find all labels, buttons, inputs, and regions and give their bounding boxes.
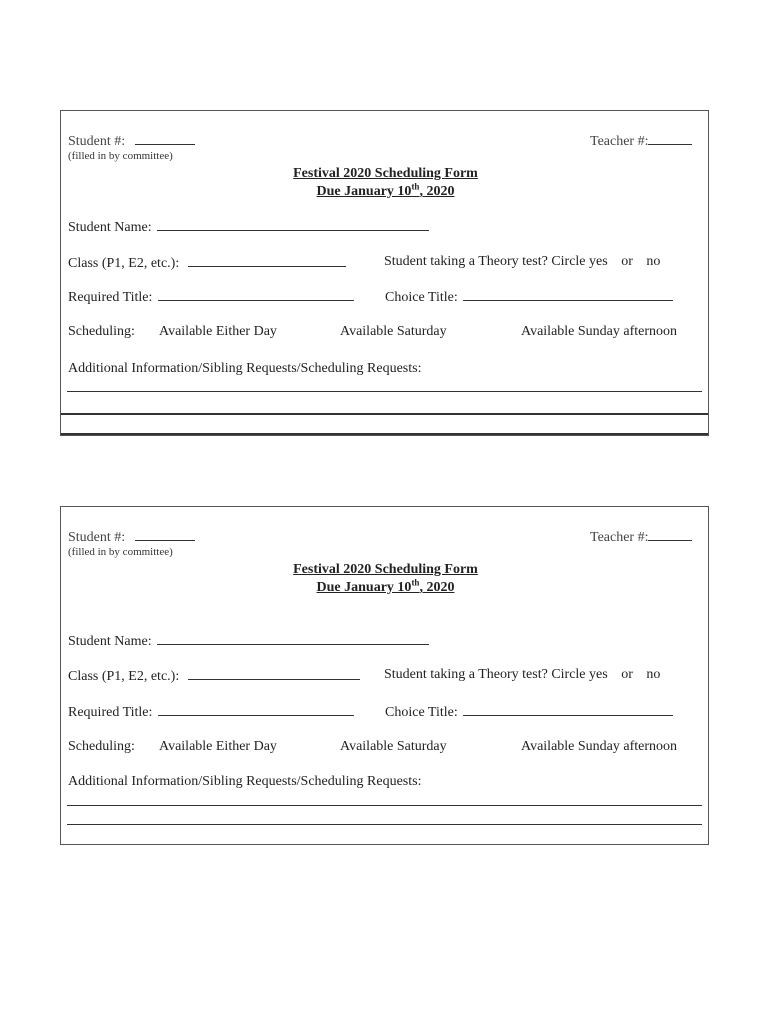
choice-title-blank[interactable] bbox=[463, 703, 673, 716]
student-number-blank[interactable] bbox=[135, 528, 195, 541]
choice-title-label: Choice Title: bbox=[385, 290, 458, 305]
theory-option-or: or bbox=[621, 667, 633, 682]
required-title-label: Required Title: bbox=[68, 705, 153, 720]
sched-option-either-day[interactable]: Available Either Day bbox=[159, 739, 277, 754]
scheduling-label: Scheduling: bbox=[68, 324, 135, 339]
scheduling-label: Scheduling: bbox=[68, 739, 135, 754]
sched-option-either-day[interactable]: Available Either Day bbox=[159, 324, 277, 339]
student-name-field[interactable] bbox=[68, 218, 429, 236]
required-title-label: Required Title: bbox=[68, 290, 153, 305]
teacher-number-field[interactable] bbox=[590, 528, 692, 546]
additional-info-line-1[interactable] bbox=[67, 805, 702, 806]
choice-title-blank[interactable] bbox=[463, 288, 673, 301]
theory-test-question: Student taking a Theory test? Circle yes or no bbox=[384, 254, 661, 269]
sched-option-saturday[interactable]: Available Saturday bbox=[340, 739, 447, 754]
student-name-label: Student Name: bbox=[68, 220, 152, 235]
student-number-label: Student #: bbox=[68, 134, 126, 149]
filled-by-note: (filled in by committee) bbox=[68, 150, 173, 162]
student-name-blank[interactable] bbox=[157, 218, 429, 231]
form-divider bbox=[61, 413, 708, 415]
class-field[interactable] bbox=[68, 254, 346, 272]
teacher-number-blank[interactable] bbox=[648, 528, 692, 541]
required-title-blank[interactable] bbox=[158, 288, 354, 301]
due-date: Due January 10th, 2020 bbox=[316, 577, 455, 595]
theory-option-or: or bbox=[621, 254, 633, 269]
student-number-field[interactable] bbox=[68, 132, 195, 150]
class-label: Class (P1, E2, etc.): bbox=[68, 669, 180, 684]
scheduling-form-1 bbox=[60, 110, 709, 436]
sched-option-sunday[interactable]: Available Sunday afternoon bbox=[521, 739, 678, 754]
student-name-field[interactable] bbox=[68, 632, 429, 650]
student-number-field[interactable] bbox=[68, 528, 195, 546]
teacher-number-field[interactable] bbox=[590, 132, 692, 150]
choice-title-label: Choice Title: bbox=[385, 705, 458, 720]
choice-title-field[interactable] bbox=[385, 703, 673, 721]
teacher-number-label: Teacher #: bbox=[590, 530, 649, 545]
class-blank[interactable] bbox=[188, 667, 360, 680]
theory-option-no[interactable]: no bbox=[646, 667, 661, 682]
theory-test-question: Student taking a Theory test? Circle yes or no bbox=[384, 667, 661, 682]
additional-info-label: Additional Information/Sibling Requests/Scheduling Requests: bbox=[68, 774, 422, 789]
required-title-field[interactable] bbox=[68, 703, 354, 721]
class-label: Class (P1, E2, etc.): bbox=[68, 256, 180, 271]
choice-title-field[interactable] bbox=[385, 288, 673, 306]
teacher-number-blank[interactable] bbox=[648, 132, 692, 145]
additional-info-line-1[interactable] bbox=[67, 391, 702, 392]
additional-info-label: Additional Information/Sibling Requests/Scheduling Requests: bbox=[68, 361, 422, 376]
student-name-label: Student Name: bbox=[68, 634, 152, 649]
filled-by-note: (filled in by committee) bbox=[68, 546, 173, 558]
form-bottom-rule bbox=[61, 433, 708, 435]
scheduling-form-2 bbox=[60, 506, 709, 845]
due-date: Due January 10th, 2020 bbox=[316, 181, 455, 199]
sched-option-saturday[interactable]: Available Saturday bbox=[340, 324, 447, 339]
teacher-number-label: Teacher #: bbox=[590, 134, 649, 149]
additional-info-line-2[interactable] bbox=[67, 824, 702, 825]
class-blank[interactable] bbox=[188, 254, 346, 267]
required-title-blank[interactable] bbox=[158, 703, 354, 716]
student-number-label: Student #: bbox=[68, 530, 126, 545]
student-number-blank[interactable] bbox=[135, 132, 195, 145]
form-title: Festival 2020 Scheduling Form bbox=[293, 562, 478, 577]
theory-option-no[interactable]: no bbox=[646, 254, 661, 269]
student-name-blank[interactable] bbox=[157, 632, 429, 645]
class-field[interactable] bbox=[68, 667, 360, 685]
required-title-field[interactable] bbox=[68, 288, 354, 306]
sched-option-sunday[interactable]: Available Sunday afternoon bbox=[521, 324, 678, 339]
form-title: Festival 2020 Scheduling Form bbox=[293, 166, 478, 181]
